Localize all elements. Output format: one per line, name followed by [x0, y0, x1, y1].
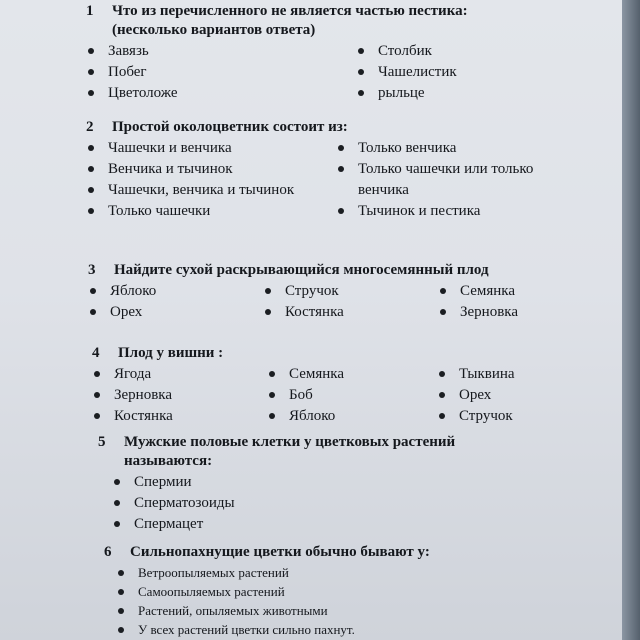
answer-option: Зерновка: [92, 385, 267, 406]
question-number: 1: [86, 3, 94, 19]
question-heading: [86, 2, 506, 40]
answer-option: Семянка: [267, 364, 437, 385]
answer-option: Сперматозоиды: [112, 493, 412, 514]
answer-option: Спермацет: [112, 514, 412, 535]
question-number: 5: [98, 434, 106, 450]
answer-options: [112, 472, 538, 535]
question-number: 3: [88, 262, 96, 278]
answer-option: Орех: [437, 385, 587, 406]
answer-option: Растений, опыляемых животными: [116, 601, 436, 620]
answer-option: Венчика и тычинок: [86, 159, 336, 180]
answer-option: Семянка: [438, 281, 588, 302]
question-number: 4: [92, 345, 100, 361]
question-3: [88, 261, 608, 323]
answer-options: [92, 364, 612, 427]
answer-option: Самоопыляемых растений: [116, 582, 436, 601]
answer-option: Столбик: [356, 41, 506, 62]
answer-column: [112, 472, 412, 535]
question-text: Сильнопахнущие цветки обычно бывают у:: [130, 544, 430, 560]
answer-option: Костянка: [263, 302, 438, 323]
answer-option: Тыквина: [437, 364, 587, 385]
answer-column: [356, 41, 506, 104]
answer-option: Только венчика: [336, 138, 546, 159]
answer-option: Побег: [86, 62, 356, 83]
question-4: [92, 344, 612, 427]
answer-option: Завязь: [86, 41, 356, 62]
answer-column: [263, 281, 438, 323]
answer-option: У всех растений цветки сильно пахнут.: [116, 620, 436, 639]
answer-column: [92, 364, 267, 427]
answer-option: Чашечки, венчика и тычинок: [86, 180, 336, 201]
answer-option: Яблоко: [267, 406, 437, 427]
answer-option: Цветоложе: [86, 83, 356, 104]
question-heading: [86, 118, 586, 137]
answer-option: Чашелистик: [356, 62, 506, 83]
question-text: Мужские половые клетки у цветковых растений называются:: [124, 434, 456, 469]
answer-options: [86, 41, 506, 104]
answer-column: [86, 138, 336, 222]
question-heading: [104, 543, 524, 562]
answer-option: Зерновка: [438, 302, 588, 323]
question-5: [98, 433, 538, 535]
question-1: [86, 2, 506, 104]
answer-option: Орех: [88, 302, 263, 323]
question-text: Найдите сухой раскрывающийся многосемянный плод: [114, 262, 489, 278]
answer-column: [267, 364, 437, 427]
question-number: 6: [104, 544, 112, 560]
answer-option: Тычинок и пестика: [336, 201, 546, 222]
answer-column: [86, 41, 356, 104]
answer-column: [437, 364, 587, 427]
question-heading: [98, 433, 538, 471]
answer-options: [86, 138, 586, 222]
question-heading: [88, 261, 608, 280]
answer-option: рыльце: [356, 83, 506, 104]
question-text: Плод у вишни :: [118, 345, 224, 361]
answer-option: Только чашечки или только венчика: [336, 159, 546, 201]
question-text: Простой околоцветник состоит из:: [112, 119, 348, 135]
answer-option: Чашечки и венчика: [86, 138, 336, 159]
answer-column: [88, 281, 263, 323]
answer-option: Ветроопыляемых растений: [116, 563, 436, 582]
answer-option: Стручок: [263, 281, 438, 302]
answer-column: [116, 563, 436, 639]
question-6: [104, 543, 524, 639]
answer-options: [116, 563, 524, 639]
answer-option: Спермии: [112, 472, 412, 493]
question-number: 2: [86, 119, 94, 135]
question-heading: [92, 344, 612, 363]
answer-column: [336, 138, 546, 222]
answer-option: Ягода: [92, 364, 267, 385]
answer-options: [88, 281, 608, 323]
answer-option: Боб: [267, 385, 437, 406]
answer-option: Костянка: [92, 406, 267, 427]
answer-option: Стручок: [437, 406, 587, 427]
question-text: Что из перечисленного не является частью пестика:(несколько вариантов ответа): [112, 3, 468, 38]
answer-option: Только чашечки: [86, 201, 336, 222]
answer-option: Яблоко: [88, 281, 263, 302]
background-edge: [622, 0, 640, 640]
question-2: [86, 118, 586, 222]
answer-column: [438, 281, 588, 323]
